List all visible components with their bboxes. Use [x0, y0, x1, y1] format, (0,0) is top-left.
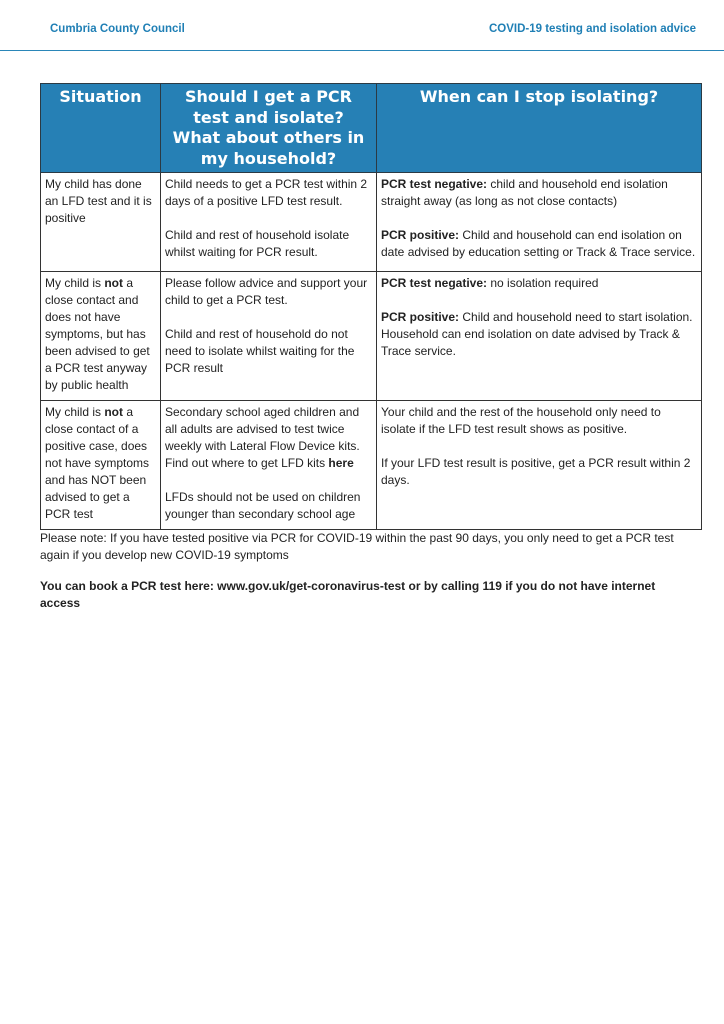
booking-info: You can book a PCR test here: www.gov.uk/get-coronavirus-test or by calling 119 if you do not have internet access — [40, 579, 656, 610]
table-row — [41, 173, 702, 272]
table-row — [41, 272, 702, 401]
page-header — [0, 0, 724, 51]
pcr-advice-cell: Please follow advice and support your child to get a PCR test. Child and rest of household do not need to isolate whilst waiting for the PCR result — [161, 272, 377, 401]
pcr-advice-cell: Child needs to get a PCR test within 2 days of a positive LFD test result. Child and rest of household isolate whilst waiting for PCR result. — [161, 173, 377, 272]
table-row — [41, 401, 702, 530]
situation-cell: My child is not a close contact and does not have symptoms, but has been advised to get a PCR test anyway by public health — [41, 272, 161, 401]
council-name: Cumbria County Council — [50, 23, 185, 35]
pcr-advice-cell: Secondary school aged children and all adults are advised to test twice weekly with Lateral Flow Device kits. Find out where to get LFD kits here LFDs should not be used on children younger than secondary school age — [161, 401, 377, 530]
document-title: COVID-19 testing and isolation advice — [488, 23, 696, 35]
stop-isolating-cell: PCR test negative: no isolation required PCR positive: Child and household need to start isolation. Household can end isolation on date advised by Track & Trace service. — [377, 272, 702, 401]
table-header-row — [41, 84, 702, 173]
column-header-situation: Situation — [41, 84, 161, 173]
column-header-stop-isolating: When can I stop isolating? — [377, 84, 702, 173]
lfd-kits-link[interactable]: here — [328, 456, 354, 470]
pcr-note: Please note: If you have tested positive via PCR for COVID-19 within the past 90 days, you only need to get a PCR test again if you develop new COVID-19 symptoms — [40, 531, 674, 562]
situation-cell: My child is not a close contact of a positive case, does not have symptoms and has NOT been advised to get a PCR test — [41, 401, 161, 530]
stop-isolating-cell: PCR test negative: child and household end isolation straight away (as long as not close contacts) PCR positive: Child and household can end isolation on date advised by education setting or Track & Trace service. — [377, 173, 702, 272]
stop-isolating-cell: Your child and the rest of the household only need to isolate if the LFD test result shows as positive. If your LFD test result is positive, get a PCR result within 2 days. — [377, 401, 702, 530]
guidance-table — [40, 83, 702, 530]
column-header-pcr: Should I get a PCR test and isolate? What about others in my household? — [161, 84, 377, 173]
situation-cell: My child has done an LFD test and it is positive — [41, 173, 161, 272]
